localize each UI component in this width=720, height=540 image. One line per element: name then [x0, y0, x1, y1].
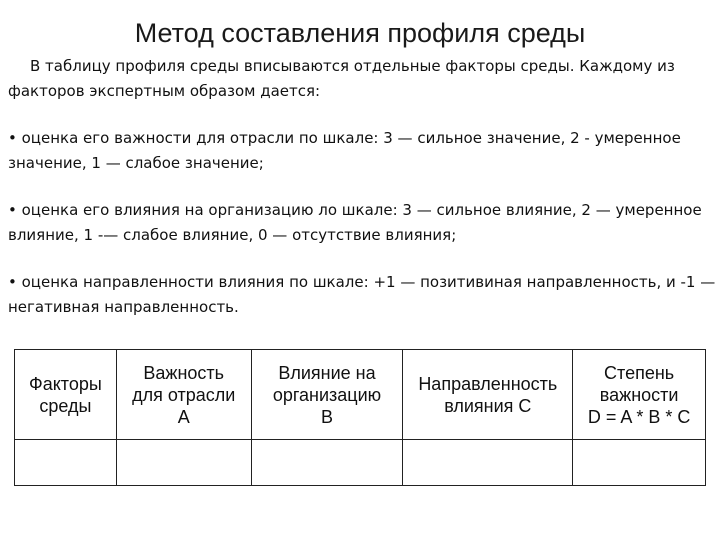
header-factors [15, 350, 117, 440]
table-cell [15, 440, 117, 486]
header-line: Влияние на [278, 362, 376, 383]
header-line: среды [39, 395, 92, 416]
header-line: А [177, 406, 190, 427]
table-cell [251, 440, 403, 486]
intro-paragraph: В таблицу профиля среды вписываются отдельные факторы среды. Каждому из факторов экспертным образом дается: [8, 57, 675, 100]
header-line: Факторы [29, 373, 102, 394]
header-degree [573, 350, 706, 440]
header-direction [403, 350, 573, 440]
header-line: важности [599, 384, 679, 405]
environment-profile-table [14, 349, 706, 486]
header-line: влияния С [444, 395, 532, 416]
header-line: D = A * B * C [587, 406, 691, 427]
header-line: для отрасли [132, 384, 236, 405]
table-header-row [15, 350, 706, 440]
header-line: В [320, 406, 333, 427]
bullet-importance: • оценка его важности для отрасли по шкале: 3 — сильное значение, 2 - умеренное значение, 1 — слабое значение; [8, 129, 681, 172]
header-importance [116, 350, 251, 440]
bullet-direction: • оценка направленности влияния по шкале: +1 — позитивиная направленность, и -1 — негативная направленность. [8, 273, 716, 316]
header-line: организацию [272, 384, 382, 405]
table-cell [403, 440, 573, 486]
table-row [15, 440, 706, 486]
header-influence [251, 350, 403, 440]
slide-title: Метод составления профиля среды [134, 18, 586, 48]
header-line: Направленность [418, 373, 558, 394]
bullet-influence: • оценка его влияния на организацию ло шкале: 3 — сильное влияние, 2 — умеренное влияние, 1 -— слабое влияние, 0 — отсутствие влияния; [8, 201, 702, 244]
table-cell [573, 440, 706, 486]
header-line: Степень [604, 362, 675, 383]
table-cell [116, 440, 251, 486]
header-line: Важность [143, 362, 225, 383]
